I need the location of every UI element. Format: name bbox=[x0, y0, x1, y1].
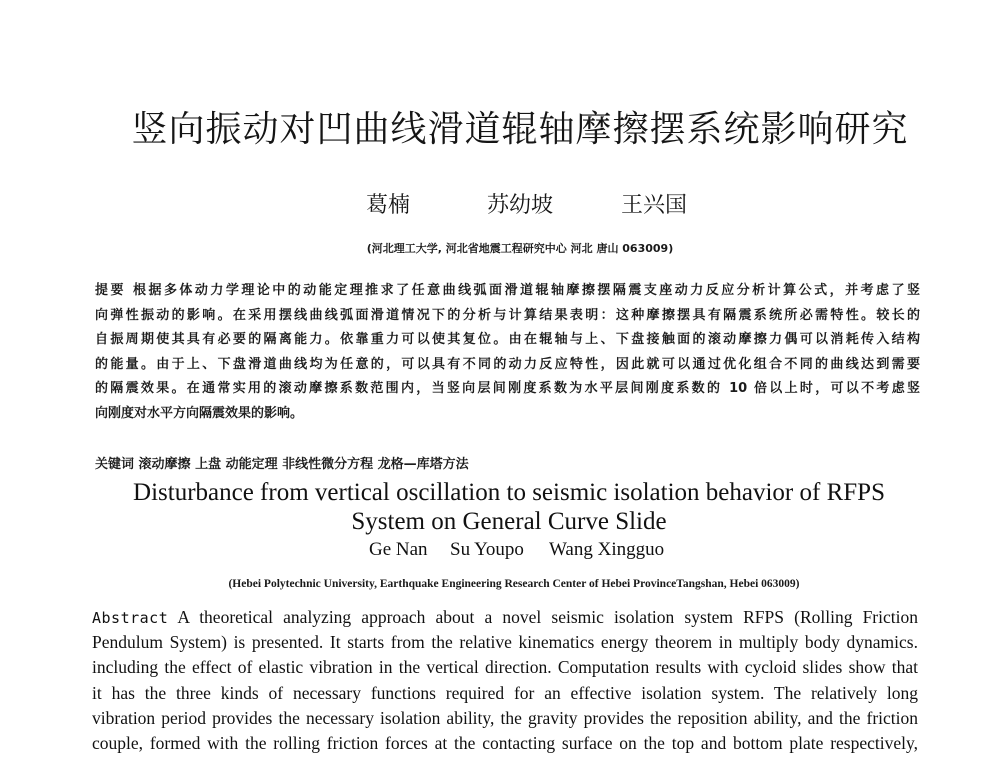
paper-title-chinese: 竖向振动对凹曲线滑道辊轴摩擦摆系统影响研究 bbox=[131, 109, 909, 150]
abstract-english-line: Pendulum System) is presented. It starts from the relative kinematics energy theorem in multiply body dynamics. bbox=[92, 632, 918, 653]
author-english: Ge Nan bbox=[369, 539, 428, 560]
abstract-chinese-line: 自振周期使其具有必要的隔离能力。依靠重力可以使其复位。由在辊轴与上、下盘接触面的滚动摩擦力偶可以消耗传入结构 bbox=[95, 332, 920, 347]
affiliation-chinese: (河北理工大学, 河北省地震工程研究中心 河北 唐山 063009) bbox=[366, 242, 674, 255]
keywords-chinese bbox=[95, 453, 469, 472]
author-english: Wang Xingguo bbox=[549, 539, 665, 560]
author-list-english bbox=[0, 539, 1000, 563]
abstract-english-line: Abstract A theoretical analyzing approach about a novel seismic isolation system RFPS (Rolling Friction bbox=[92, 607, 918, 627]
author-english: Su Youpo bbox=[450, 539, 524, 560]
abstract-chinese-line: 提要 根据多体动力学理论中的动能定理推求了任意曲线弧面滑道辊轴摩擦摆隔震支座动力反应分析计算公式，并考虑了竖 bbox=[95, 283, 920, 298]
paper-title-english-line: Disturbance from vertical oscillation to seismic isolation behavior of RFPS bbox=[133, 479, 885, 506]
abstract-chinese-line: 向刚度对水平方向隔震效果的影响。 bbox=[95, 405, 304, 421]
author-chinese: 葛楠 bbox=[366, 193, 411, 218]
affiliation-english: (Hebei Polytechnic University, Earthquake Engineering Research Center of Hebei ProvinceTangshan, Hebei 063009) bbox=[228, 578, 800, 590]
paper-title-english bbox=[0, 478, 1000, 536]
abstract-english-line: including the effect of elastic vibration in the vertical direction. Computation results with cycloid slides show that bbox=[92, 657, 918, 678]
abstract-english-line: couple, formed with the rolling friction forces at the contacting surface on the top and bottom plate respectively, bbox=[92, 732, 918, 753]
paper-title-english-line: System on General Curve Slide bbox=[351, 508, 667, 535]
keywords-chinese-label: 关键词 bbox=[95, 457, 135, 472]
abstract-english-line: vibration period provides the necessary isolation ability, the gravity provides the reposition ability, and the friction bbox=[92, 707, 918, 728]
abstract-english bbox=[92, 605, 918, 756]
abstract-chinese-line: 向弹性振动的影响。在采用摆线曲线弧面滑道情况下的分析与计算结果表明：这种摩擦摆具有隔震系统所必需特性。较长的 bbox=[95, 307, 920, 323]
abstract-chinese-label: 提要 bbox=[95, 283, 126, 298]
abstract-english-line: it has the three kinds of necessary functions required for an effective isolation system. The relatively long bbox=[92, 682, 918, 703]
author-list-chinese bbox=[0, 188, 1000, 218]
author-chinese: 苏幼坡 bbox=[487, 193, 554, 218]
abstract-english-label: Abstract bbox=[92, 609, 169, 627]
keywords-chinese-text: 滚动摩擦 上盘 动能定理 非线性微分方程 龙格—库塔方法 bbox=[138, 457, 469, 472]
author-chinese: 王兴国 bbox=[621, 193, 688, 218]
abstract-chinese bbox=[95, 279, 920, 426]
abstract-chinese-line: 的能量。由于上、下盘滑道曲线均为任意的，可以具有不同的动力反应特性，因此就可以通过优化组合不同的曲线达到需要 bbox=[95, 356, 920, 372]
abstract-chinese-line: 的隔震效果。在通常实用的滚动摩擦系数范围内，当竖向层间刚度系数为水平层间刚度系数的 10 倍以上时，可以不考虑竖 bbox=[95, 381, 920, 396]
